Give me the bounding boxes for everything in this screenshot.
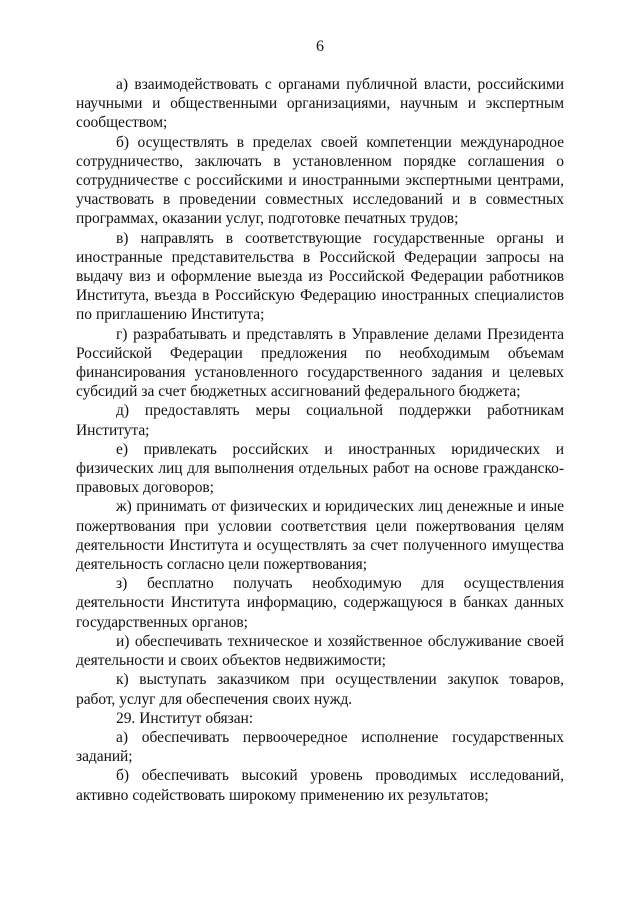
paragraph-rights-z: з) бесплатно получать необходимую для осуществления деятельности Института информацию, содержащуюся в банках данных государственных органов; [76,575,564,631]
paragraph-rights-d: д) предоставлять меры социальной поддержки работникам Института; [76,402,564,439]
paragraph-rights-zh: ж) принимать от физических и юридических лиц денежные и иные пожертвования при условии соответствия цели пожертвования целям деятельности Института и осуществлять за счет полученного имущества деятельность согласно цели пожертвования; [76,498,564,574]
paragraph-duties-b: б) обеспечивать высокий уровень проводимых исследований, активно содействовать широкому применению их результатов; [76,767,564,804]
page-number: 6 [316,38,324,55]
document-body [76,75,564,805]
section-heading-29: 29. Институт обязан: [116,709,254,727]
paragraph-rights-e: е) привлекать российских и иностранных юридических и физических лиц для выполнения отдельных работ на основе гражданско-правовых договоров; [76,440,564,497]
paragraph-rights-v: в) направлять в соответствующие государственные органы и иностранные представительства в Российской Федерации запросы на выдачу виз и оформление выезда из Российской Федерации работников Института, въезда в Российскую Федерацию иностранных специалистов по приглашению Института; [76,229,564,324]
paragraph-duties-a: а) обеспечивать первоочередное исполнение государственных заданий; [76,728,564,766]
paragraph-rights-k: к) выступать заказчиком при осуществлении закупок товаров, работ, услуг для обеспечения своих нужд. [76,671,564,708]
paragraph-rights-i: и) обеспечивать техническое и хозяйственное обслуживание своей деятельности и своих объектов недвижимости; [76,632,564,670]
paragraph-rights-g: г) разрабатывать и представлять в Управление делами Президента Российской Федерации предложения по необходимым объемам финансирования установленного государственного задания и целевых субсидий за счет бюджетных ассигнований федерального бюджета; [76,325,564,401]
paragraph-rights-a: а) взаимодействовать с органами публичной власти, российскими научными и общественными организациями, научным и экспертным сообществом; [76,76,564,132]
paragraph-rights-b: б) осуществлять в пределах своей компетенции международное сотрудничество, заключать в установленном порядке соглашения о сотрудничестве с российскими и иностранными экспертными центрами, участвовать в проведении совместных исследований и в совместных программах, оказании услуг, подготовке печатных трудов; [76,133,564,228]
